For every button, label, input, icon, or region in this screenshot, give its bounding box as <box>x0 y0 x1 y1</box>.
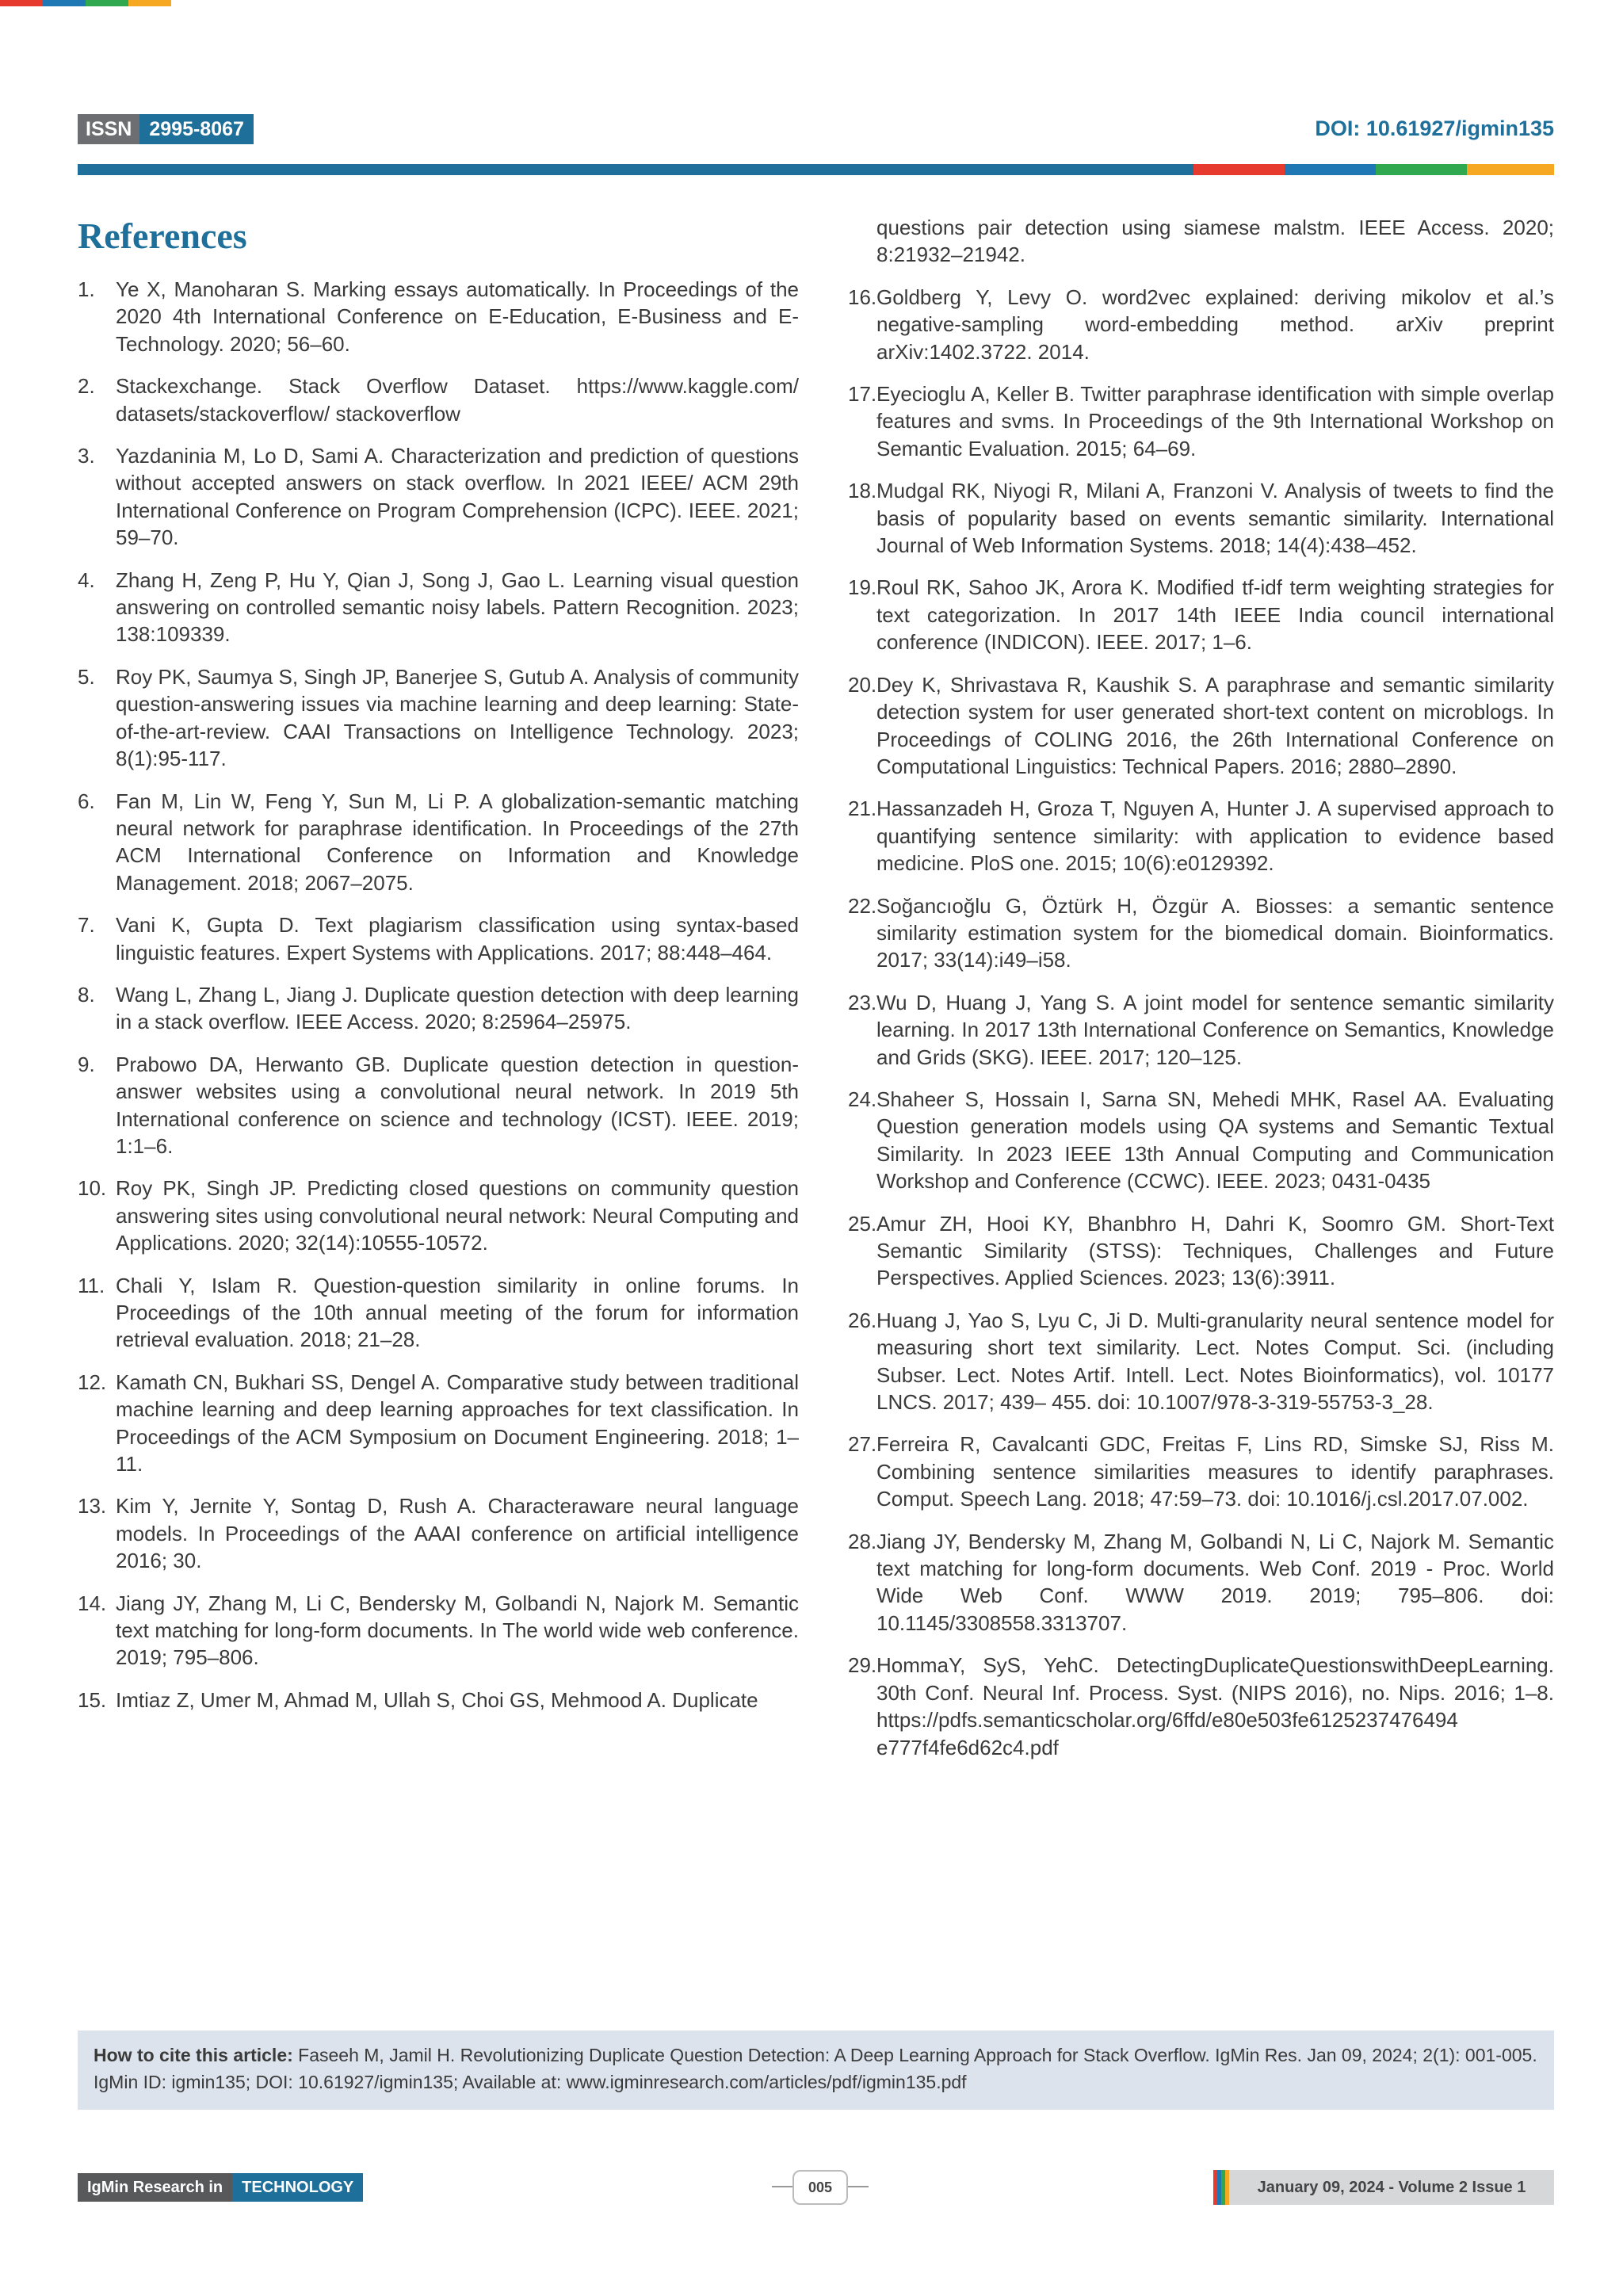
doi-link[interactable]: DOI: 10.61927/igmin135 <box>1315 117 1554 140</box>
reference-number: 24. <box>848 1087 877 1111</box>
reference-number: 10. <box>78 1176 107 1201</box>
reference-text: Fan M, Lin W, Feng Y, Sun M, Li P. A globalization-semantic matching neural network for paraphrase identification. In Proceedings of the 27th ACM International Conference on Information and Knowledge Management. 2018; 2067–2075. <box>116 789 799 895</box>
reference-item <box>78 567 799 648</box>
reference-text: Huang J, Yao S, Lyu C, Ji D. Multi-granularity neural sentence model for measuring short text similarity. Lect. Notes Comput. Sci. (including Subser. Lect. Notes Artif. Intell. Lect. Notes Bioinformatics), vol. 10177 LNCS. 2017; 439– 455. doi: 10.1007/978-3-319-55753-3_28. <box>876 1308 1554 1415</box>
reference-number: 20. <box>848 672 877 697</box>
reference-text: Dey K, Shrivastava R, Kaushik S. A paraphrase and semantic similarity detection system for user generated short-text content on microblogs. In Proceedings of COLING 2016, the 26th International Conference on Computational Linguistics: Technical Papers. 2016; 2880–2890. <box>876 672 1554 778</box>
reference-item <box>78 788 799 897</box>
issue-date: January 09, 2024 - Volume 2 Issue 1 <box>1229 2170 1554 2205</box>
issue-color-bars <box>1213 2170 1229 2205</box>
reference-item <box>848 574 1554 655</box>
reference-text: Prabowo DA, Herwanto GB. Duplicate question detection in question-answer websites using a convolutional neural network. In 2019 5th International conference on science and technology (ICST). IEEE. 2019; 1:1–6. <box>116 1052 799 1158</box>
reference-text: Amur ZH, Hooi KY, Bhanbhro H, Dahri K, Soomro GM. Short-Text Semantic Similarity (STSS): Techniques, Challenges and Future Perspectives. Applied Sciences. 2023; 13(6):3911. <box>876 1211 1554 1290</box>
reference-item <box>78 911 799 966</box>
reference-item <box>848 477 1554 559</box>
issue-badge <box>1213 2170 1554 2205</box>
reference-number: 4. <box>78 567 95 592</box>
reference-item <box>848 1307 1554 1416</box>
reference-number: 18. <box>848 479 877 503</box>
reference-item <box>848 380 1554 462</box>
reference-item <box>848 1431 1554 1512</box>
reference-number: 19. <box>848 575 877 600</box>
reference-text: Shaheer S, Hossain I, Sarna SN, Mehedi MHK, Rasel AA. Evaluating Question generation models using QA systems and Semantic Textual Similarity. In 2023 IEEE 13th Annual Computing and Communication Workshop and Conference (CCWC). IEEE. 2023; 0431-0435 <box>876 1087 1554 1194</box>
reference-text: Jiang JY, Bendersky M, Zhang M, Golbandi N, Li C, Najork M. Semantic text matching for long-form documents. Web Conf. 2019 - Proc. World Wide Web Conf. WWW 2019. 2019; 795–806. doi: 10.1145/3308558.3313707. <box>876 1529 1554 1635</box>
reference-text: Roy PK, Singh JP. Predicting closed questions on community question answering sites using convolutional neural network: Neural Computing and Applications. 2020; 32(14):10555-10572. <box>116 1176 799 1255</box>
reference-text: Ferreira R, Cavalcanti GDC, Freitas F, Lins RD, Simske SJ, Riss M. Combining sentence similarities measures to identify paraphrases. Comput. Speech Lang. 2018; 47:59–73. doi: 10.1016/j.csl.2017.07.002. <box>876 1432 1554 1511</box>
citation-label: How to cite this article: <box>94 2045 293 2065</box>
reference-number: 27. <box>848 1432 877 1457</box>
reference-number: 11. <box>78 1273 105 1297</box>
reference-text: Roul RK, Sahoo JK, Arora K. Modified tf-idf term weighting strategies for text categorization. In 2017 14th IEEE India council international conference (INDICON). IEEE. 2017; 1–6. <box>876 575 1554 655</box>
reference-text: Wu D, Huang J, Yang S. A joint model for sentence semantic similarity learning. In 2017 13th International Conference on Semantics, Knowledge and Grids (SKG). IEEE. 2017; 120–125. <box>876 990 1554 1069</box>
reference-item <box>848 1528 1554 1637</box>
reference-item <box>78 1590 799 1671</box>
reference-item <box>848 892 1554 974</box>
reference-text: Goldberg Y, Levy O. word2vec explained: deriving mikolov et al.’s negative-sampling word-embedding method. arXiv preprint arXiv:1402.3722. 2014. <box>876 285 1554 364</box>
reference-continuation: questions pair detection using siamese malstm. IEEE Access. 2020; 8:21932–21942. <box>876 216 1554 267</box>
reference-text: HommaY, SyS, YehC. DetectingDuplicateQuestionswithDeepLearning. 30th Conf. Neural Inf. Process. Syst. (NIPS 2016), no. Nips. 2016; 1–8. https://pdfs.semanticscholar.org/6ffd/e80e503fe6125237476494 e777f4fe6d62c4.pdf <box>876 1653 1554 1759</box>
reference-text: Kamath CN, Bukhari SS, Dengel A. Comparative study between traditional machine learning and deep learning approaches for text classification. In Proceedings of the ACM Symposium on Document Engineering. 2018; 1–11. <box>116 1370 799 1477</box>
reference-item <box>848 671 1554 781</box>
reference-item <box>848 795 1554 877</box>
citation-box <box>78 2030 1554 2110</box>
reference-item <box>78 442 799 552</box>
reference-number: 15. <box>78 1687 107 1712</box>
reference-text: Eyecioglu A, Keller B. Twitter paraphrase identification with simple overlap features and svms. In Proceedings of the 9th International Workshop on Semantic Evaluation. 2015; 64–69. <box>876 382 1554 460</box>
reference-text: Yazdaninia M, Lo D, Sami A. Characterization and prediction of questions without accepted answers on stack overflow. In 2021 IEEE/ ACM 29th International Conference on Program Comprehension (ICPC). IEEE. 2021; 59–70. <box>116 444 799 550</box>
reference-item <box>78 1051 799 1160</box>
header-rule <box>78 164 1554 175</box>
reference-text: Wang L, Zhang L, Jiang J. Duplicate question detection with deep learning in a stack overflow. IEEE Access. 2020; 8:25964–25975. <box>116 982 799 1034</box>
reference-number: 21. <box>848 797 877 821</box>
reference-item <box>848 989 1554 1071</box>
citation-text: Faseeh M, Jamil H. Revolutionizing Duplicate Question Detection: A Deep Learning Approach for Stack Overflow. IgMin Res. Jan 09, 2024; 2(1): 001-005. IgMin ID: igmin135; DOI: 10.61927/igmin135; Available at: www.igminresearch.com/articles/pdf/igmin135.pdf <box>94 2045 1537 2092</box>
reference-text: Kim Y, Jernite Y, Sontag D, Rush A. Characteraware neural language models. In Proceedings of the AAAI conference on artificial intelligence 2016; 30. <box>116 1494 799 1573</box>
reference-list-left <box>78 276 799 1713</box>
reference-item <box>78 1687 799 1713</box>
reference-number: 26. <box>848 1308 877 1332</box>
journal-name: IgMin Research in <box>78 2173 232 2202</box>
reference-item <box>78 1175 799 1256</box>
reference-text: Chali Y, Islam R. Question-question similarity in online forums. In Proceedings of the 10th annual meeting of the forum for information retrieval evaluation. 2018; 21–28. <box>116 1273 799 1352</box>
reference-text: Soğancıoğlu G, Öztürk H, Özgür A. Biosses: a semantic sentence similarity estimation system for the biomedical domain. Bioinformatics. 2017; 33(14):i49–i58. <box>876 893 1554 972</box>
top-color-stripes <box>0 0 171 6</box>
reference-text: Jiang JY, Zhang M, Li C, Bendersky M, Golbandi N, Najork M. Semantic text matching for long-form documents. In The world wide web conference. 2019; 795–806. <box>116 1591 799 1670</box>
reference-text: Ye X, Manoharan S. Marking essays automatically. In Proceedings of the 2020 4th International Conference on E-Education, E-Business and E-Technology. 2020; 56–60. <box>116 277 799 356</box>
reference-item <box>78 276 799 357</box>
page-number: 005 <box>792 2170 848 2205</box>
journal-badge <box>78 2173 363 2202</box>
reference-text: Roy PK, Saumya S, Singh JP, Banerjee S, Gutub A. Analysis of community question-answering issues via machine learning and deep learning: State-of-the-art-review. CAAI Transactions on Intelligence Technology. 2023; 8(1):95-117. <box>116 664 799 771</box>
reference-item <box>78 1272 799 1354</box>
reference-number: 25. <box>848 1211 877 1236</box>
reference-number: 1. <box>78 277 95 301</box>
reference-number: 2. <box>78 374 95 399</box>
reference-list-right <box>848 284 1554 1761</box>
reference-item <box>848 1086 1554 1195</box>
left-column <box>78 212 799 1729</box>
journal-section: TECHNOLOGY <box>232 2173 363 2202</box>
reference-number: 3. <box>78 444 95 468</box>
issn-number: 2995-8067 <box>139 114 254 144</box>
reference-number: 8. <box>78 982 95 1007</box>
reference-text: Imtiaz Z, Umer M, Ahmad M, Ullah S, Choi GS, Mehmood A. Duplicate <box>116 1687 758 1712</box>
reference-number: 17. <box>848 382 877 407</box>
reference-item <box>78 1369 799 1478</box>
reference-item <box>78 1492 799 1574</box>
reference-number: 22. <box>848 893 877 918</box>
reference-item <box>848 1210 1554 1292</box>
reference-number: 12. <box>78 1370 107 1394</box>
reference-number: 6. <box>78 789 95 813</box>
reference-number: 28. <box>848 1529 877 1553</box>
page-arrow-right-icon <box>848 2186 869 2187</box>
reference-number: 14. <box>78 1591 107 1615</box>
reference-number: 7. <box>78 913 95 938</box>
reference-item <box>848 284 1554 365</box>
reference-number: 9. <box>78 1052 95 1076</box>
reference-number: 5. <box>78 664 95 689</box>
reference-text: Hassanzadeh H, Groza T, Nguyen A, Hunter J. A supervised approach to quantifying sentence similarity: with application to evidence based medicine. PloS one. 2015; 10(6):e0129392. <box>876 797 1554 876</box>
reference-item <box>78 981 799 1036</box>
reference-item <box>78 663 799 773</box>
page-arrow-left-icon <box>772 2186 792 2187</box>
reference-item <box>78 372 799 427</box>
issn-label: ISSN <box>78 114 139 144</box>
reference-text: Vani K, Gupta D. Text plagiarism classification using syntax-based linguistic features. Expert Systems with Applications. 2017; 88:448–464. <box>116 913 799 965</box>
reference-number: 23. <box>848 990 877 1014</box>
reference-item <box>848 1652 1554 1761</box>
reference-number: 29. <box>848 1653 877 1678</box>
issn-badge <box>78 114 254 144</box>
reference-number: 13. <box>78 1494 107 1519</box>
references-heading: References <box>78 216 247 256</box>
reference-number: 16. <box>848 285 877 309</box>
reference-text: Mudgal RK, Niyogi R, Milani A, Franzoni V. Analysis of tweets to find the basis of popularity based on events semantic similarity. International Journal of Web Information Systems. 2018; 14(4):438–452. <box>876 479 1554 558</box>
right-column <box>848 214 1554 1776</box>
reference-text: Stackexchange. Stack Overflow Dataset. https://www.kaggle.com/ datasets/stackoverflow/ stackoverflow <box>116 374 799 426</box>
reference-text: Zhang H, Zeng P, Hu Y, Qian J, Song J, Gao L. Learning visual question answering on controlled semantic noisy labels. Pattern Recognition. 2023; 138:109339. <box>116 567 799 647</box>
